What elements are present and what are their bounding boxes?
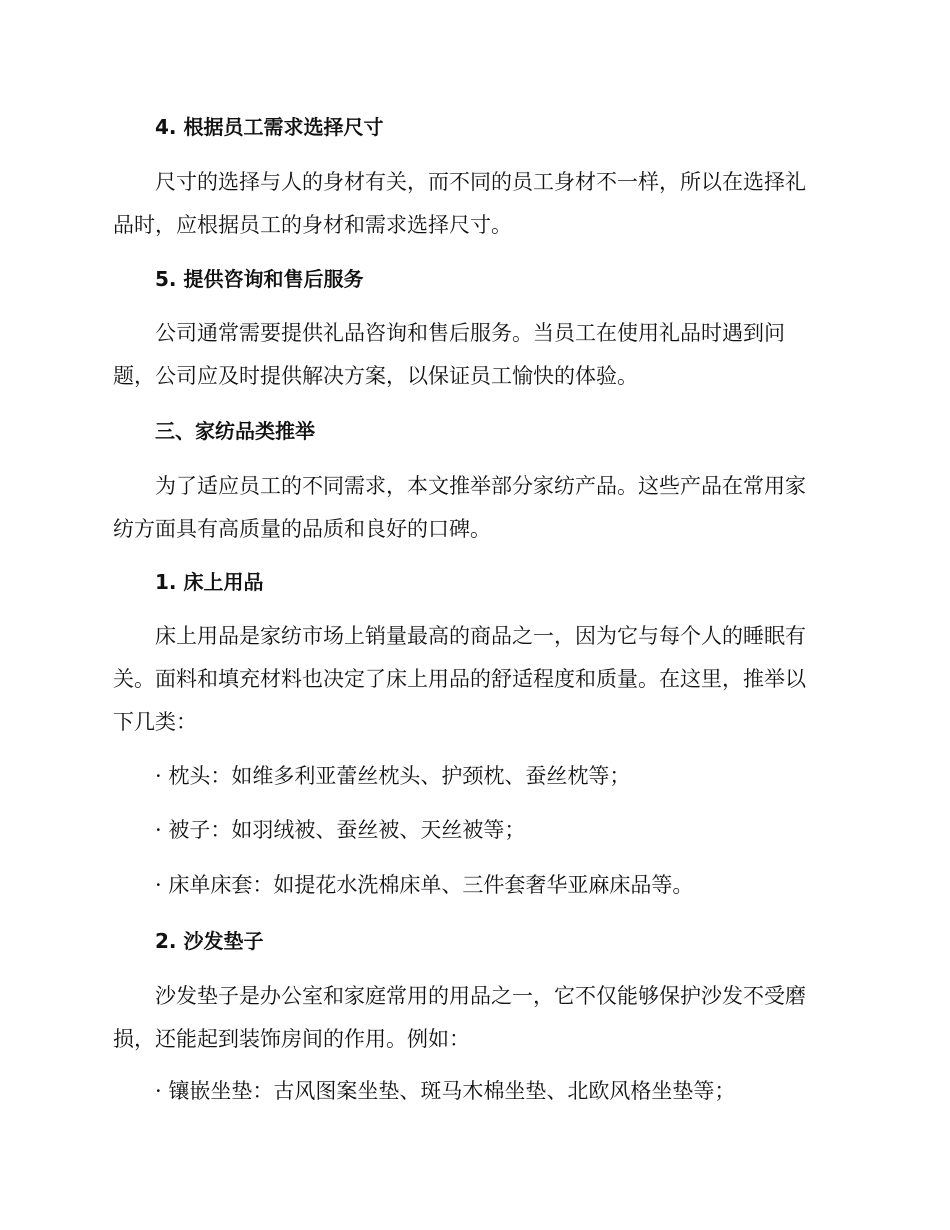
section-heading-home-textiles: 三、家纺品类推举: [155, 419, 315, 443]
paragraph-line: 为了适应员工的不同需求，本文推举部分家纺产品。这些产品在常用家: [155, 474, 806, 498]
paragraph-home-textiles-intro: [113, 465, 843, 551]
bullet-item-inlay-cushion: · 镶嵌坐垫：古风图案坐垫、斑马木棉坐垫、北欧风格坐垫等；: [155, 1079, 736, 1103]
paragraph-line: 公司通常需要提供礼品咨询和售后服务。当员工在使用礼品时遇到问: [155, 321, 785, 345]
paragraph-line: 尺寸的选择与人的身材有关，而不同的员工身材不一样，所以在选择礼: [155, 170, 806, 194]
paragraph-line: 关。面料和填充材料也决定了床上用品的舒适程度和质量。在这里，推举以: [113, 667, 806, 691]
section-heading-consulting-service: 5. 提供咨询和售后服务: [155, 267, 364, 291]
paragraph-line: 下几类：: [113, 710, 197, 734]
paragraph-consulting-service: [113, 312, 843, 398]
paragraph-line: 品时，应根据员工的身材和需求选择尺寸。: [113, 213, 512, 237]
paragraph-bedding: [113, 615, 843, 744]
bullet-item-quilt: · 被子：如羽绒被、蚕丝被、天丝被等；: [155, 818, 526, 842]
bullet-item-bedsheet: · 床单床套：如提花水洗棉床单、三件套奢华亚麻床品等。: [155, 873, 694, 897]
section-heading-sofa-cushion: 2. 沙发垫子: [155, 929, 264, 953]
paragraph-line: 损，还能起到装饰房间的作用。例如：: [113, 1027, 470, 1051]
paragraph-line: 沙发垫子是办公室和家庭常用的用品之一，它不仅能够保护沙发不受磨: [155, 984, 806, 1008]
paragraph-line: 纺方面具有高质量的品质和良好的口碑。: [113, 517, 491, 541]
bullet-item-pillow: · 枕头：如维多利亚蕾丝枕头、护颈枕、蚕丝枕等；: [155, 764, 631, 788]
paragraph-size-selection: [113, 161, 843, 247]
paragraph-line: 题，公司应及时提供解决方案，以保证员工愉快的体验。: [113, 364, 638, 388]
section-heading-bedding: 1. 床上用品: [155, 570, 264, 594]
paragraph-line: 床上用品是家纺市场上销量最高的商品之一，因为它与每个人的睡眠有: [155, 624, 806, 648]
section-heading-size-selection: 4. 根据员工需求选择尺寸: [155, 115, 384, 139]
paragraph-sofa-cushion: [113, 975, 843, 1061]
